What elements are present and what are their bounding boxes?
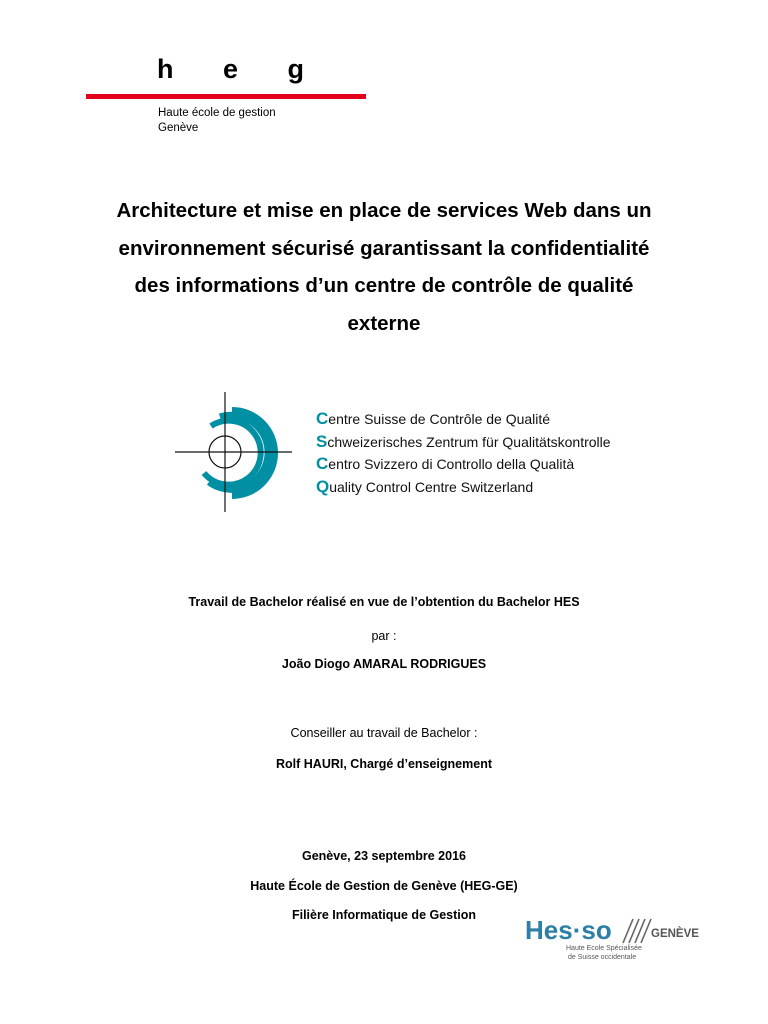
cscq-line-1 (316, 408, 611, 431)
heg-logo-line2: Genève (158, 122, 199, 134)
school-name: Haute École de Gestion de Genève (HEG-GE) (250, 879, 518, 893)
hesso-logo-geneve: GENÈVE (651, 928, 699, 940)
heg-logo-red-bar (86, 94, 366, 99)
advisor-label: Conseiller au travail de Bachelor : (290, 726, 478, 740)
document-title: Architecture et mise en place de services Web dans un environnement sécurisé garantissant la confidentialité des informations d’un centre de contrôle de qualité externe (116, 199, 652, 335)
cscq-initial-1: C (316, 409, 329, 428)
heg-logo-letters: h e g (157, 54, 326, 84)
cscq-initial-3: C (316, 454, 329, 473)
cscq-rest-3: entro Svizzero di Controllo della Qualità (328, 456, 575, 472)
cscq-rest-1: entre Suisse de Contrôle de Qualité (328, 411, 551, 427)
program-name: Filière Informatique de Gestion (291, 908, 477, 922)
hesso-slashes-icon (621, 917, 655, 945)
heg-logo-line1: Haute école de gestion (158, 107, 276, 119)
hesso-logo-sub2: de Suisse occidentale (568, 954, 637, 961)
author-name: João Diogo AMARAL RODRIGUES (281, 657, 487, 671)
advisor-name: Rolf HAURI, Chargé d’enseignement (276, 757, 492, 771)
cscq-initial-4: Q (316, 476, 330, 496)
par-label: par : (371, 629, 397, 643)
date-place: Genève, 23 septembre 2016 (302, 849, 466, 863)
cscq-line-4 (316, 476, 611, 499)
cscq-line-2 (316, 431, 611, 454)
hesso-logo-word: Hes·so (525, 915, 612, 945)
cscq-rest-4: uality Control Centre Switzerland (329, 478, 534, 495)
hesso-logo-sub1: Haute Ecole Spécialisée (566, 945, 642, 952)
cscq-rest-2: chweizerisches Zentrum für Qualitätskontrolle (327, 433, 611, 450)
cscq-logo-text (316, 408, 611, 498)
thesis-line: Travail de Bachelor réalisé en vue de l’obtention du Bachelor HES (188, 595, 580, 609)
cscq-initial-2: S (316, 431, 328, 451)
cscq-logo-icon (170, 390, 295, 515)
cscq-line-3 (316, 453, 611, 476)
